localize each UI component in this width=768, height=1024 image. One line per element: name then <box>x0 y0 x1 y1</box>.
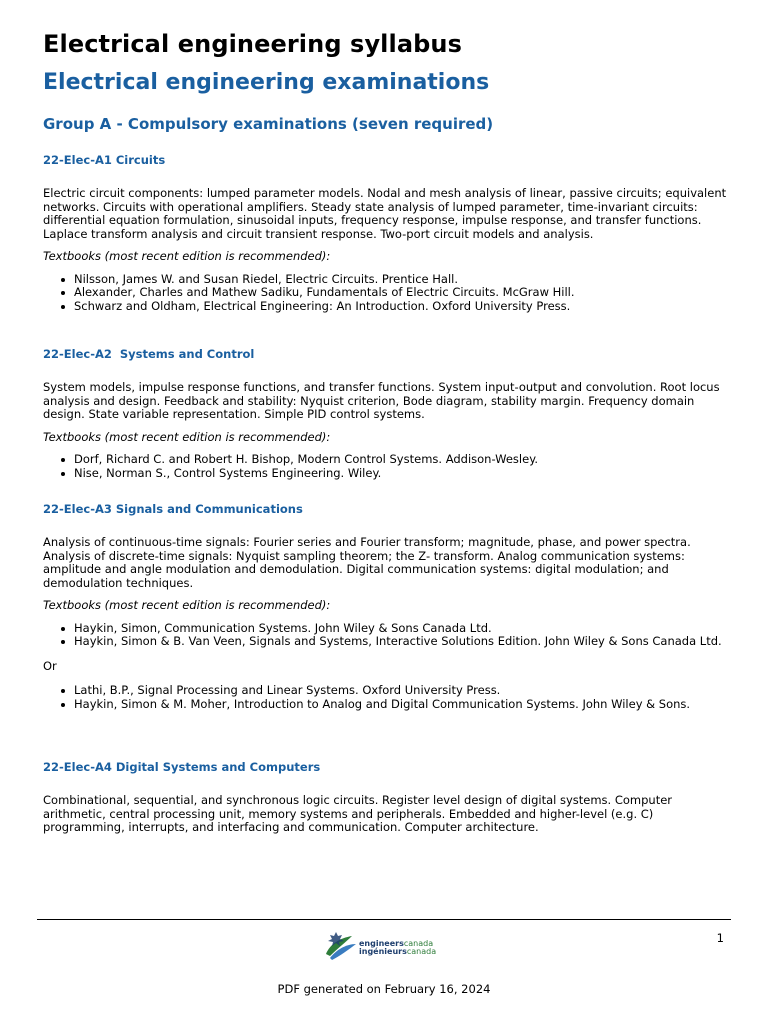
course-a3-alt-textbook-list <box>43 684 733 711</box>
course-a3 <box>43 502 733 711</box>
generated-date: PDF generated on February 16, 2024 <box>277 982 491 996</box>
course-a1-heading: 22-Elec-A1 Circuits <box>43 153 166 167</box>
logo-word: engineers <box>359 939 404 948</box>
list-item: Nilsson, James W. and Susan Riedel, Electric Circuits. Prentice Hall. <box>74 273 733 287</box>
footer-divider <box>37 919 731 920</box>
section-title: Electrical engineering examinations <box>43 70 490 95</box>
page-title: Electrical engineering syllabus <box>43 30 462 58</box>
maple-leaf-icon <box>322 930 358 964</box>
course-a3-textbooks-note: Textbooks (most recent edition is recommended): <box>43 598 331 612</box>
logo-word: ingénieurs <box>359 947 407 956</box>
or-label: Or <box>43 658 57 673</box>
list-item: Nise, Norman S., Control Systems Engineering. Wiley. <box>74 467 733 481</box>
course-a1 <box>43 153 733 313</box>
course-a2-description: System models, impulse response functions, and transfer functions. System input-output and convolution. Root locus analysis and design. Feedback and stability: Nyquist criterion, Bode diagram, stability margin. Frequency domain design. State variable representation. Simple PID control systems. <box>43 380 720 421</box>
course-a3-heading: 22-Elec-A3 Signals and Communications <box>43 502 303 516</box>
course-a1-textbooks-note: Textbooks (most recent edition is recommended): <box>43 249 331 263</box>
list-item: Lathi, B.P., Signal Processing and Linear Systems. Oxford University Press. <box>74 684 733 698</box>
list-item: Alexander, Charles and Mathew Sadiku, Fundamentals of Electric Circuits. McGraw Hill. <box>74 286 733 300</box>
course-a1-textbook-list <box>43 273 733 314</box>
list-item: Haykin, Simon, Communication Systems. John Wiley & Sons Canada Ltd. <box>74 622 733 636</box>
course-a4-heading: 22-Elec-A4 Digital Systems and Computers <box>43 760 321 774</box>
engineers-canada-logo <box>322 930 442 964</box>
page-number: 1 <box>716 931 724 945</box>
course-a2-textbook-list <box>43 453 733 480</box>
list-item: Haykin, Simon & B. Van Veen, Signals and Systems, Interactive Solutions Edition. John Wiley & Sons Canada Ltd. <box>74 635 733 649</box>
logo-word: canada <box>406 947 437 956</box>
list-item: Schwarz and Oldham, Electrical Engineering: An Introduction. Oxford University Press. <box>74 300 733 314</box>
course-a4-description: Combinational, sequential, and synchronous logic circuits. Register level design of digital systems. Computer arithmetic, central processing unit, memory systems and peripherals. Embedded and higher-level (e.g. C) programming, interrupts, and interfacing and communication. Computer architecture. <box>43 793 673 834</box>
course-a2 <box>43 347 733 480</box>
course-a2-textbooks-note: Textbooks (most recent edition is recommended): <box>43 429 331 444</box>
logo-wordmark <box>359 940 436 956</box>
course-a1-description: Electric circuit components: lumped parameter models. Nodal and mesh analysis of linear, passive circuits; equivalent networks. Circuits with operational amplifiers. Steady state analysis of lumped parameter, time-invariant circuits: differential equation formulation, sinusoidal inputs, frequency response, impulse response, and transfer functions. Laplace transform analysis and circuit transient response. Two-port circuit models and analysis. <box>43 186 727 241</box>
course-a3-textbook-list <box>43 622 733 649</box>
course-a3-description: Analysis of continuous-time signals: Fourier series and Fourier transform; magnitude, phase, and power spectra. Analysis of discrete-time signals: Nyquist sampling theorem; the Z- transform. Analog communication systems: amplitude and angle modulation and demodulation. Digital communication systems: digital modulation; and demodulation techniques. <box>43 535 691 590</box>
course-a4 <box>43 760 733 835</box>
list-item: Dorf, Richard C. and Robert H. Bishop, Modern Control Systems. Addison-Wesley. <box>74 453 733 467</box>
list-item: Haykin, Simon & M. Moher, Introduction to Analog and Digital Communication Systems. John Wiley & Sons. <box>74 698 733 712</box>
course-a2-heading: 22-Elec-A2 Systems and Control <box>43 347 255 361</box>
group-title: Group A - Compulsory examinations (seven required) <box>43 115 494 133</box>
logo-word: canada <box>403 939 434 948</box>
